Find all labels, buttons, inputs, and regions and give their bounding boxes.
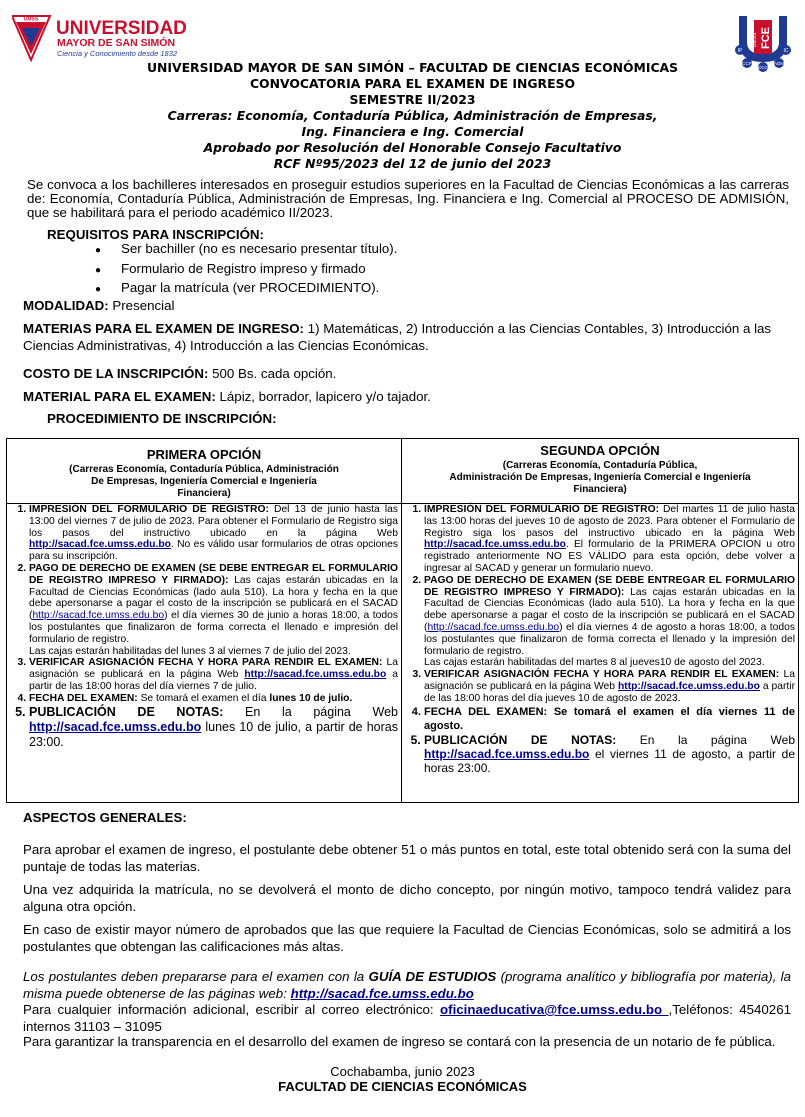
contact-text: ,Teléfonos: 4540261 internos 31103 – 31095 <box>23 1002 791 1034</box>
contact-paragraph <box>23 1001 791 1035</box>
header-careers-cont: Ing. Financiera e Ing. Comercial <box>301 124 524 139</box>
requirement-text: Formulario de Registro impreso y firmado <box>121 260 366 276</box>
sacad-link[interactable]: http://sacad.fce.umss.edu.bo <box>29 539 171 551</box>
option2-step-list <box>405 504 795 775</box>
option2-step-5 <box>424 733 795 775</box>
step-text: lunes 10 de julio, a partir de horas 23:00. <box>29 719 398 749</box>
study-guide-paragraph <box>23 968 791 1002</box>
step-text: Del 13 de junio hasta las 13:00 del viernes 7 de julio de 2023. Para obtener el Formulario de Registro siga los pasos del instructivo ubicado en la página Web <box>29 504 398 539</box>
costo-label: COSTO DE LA INSCRIPCIÓN: <box>23 366 209 381</box>
requirement-item <box>95 240 397 260</box>
contact-text: Para cualquier información adicional, escribir al correo electrónico: <box>23 1002 441 1017</box>
option1-sub3: Financiera) <box>177 488 231 499</box>
step-text: Las cajas estarán habilitadas del martes 8 al jueves10 de agosto del 2023. <box>424 657 765 669</box>
option2-sub2: Administración De Empresas, Ingeniería Comercial e Ingeniería <box>449 472 751 483</box>
option1-title: PRIMERA OPCIÓN <box>146 447 262 462</box>
step-title: PAGO DE DERECHO DE EXAMEN (SE DEBE ENTREGAR EL FORMULARIO DE REGISTRO IMPRESO Y FIRMADO): <box>424 574 795 598</box>
procedure-table <box>6 438 799 803</box>
step-text: Del martes 11 de julio hasta las 13:00 horas del jueves 10 de agosto de 2023. Para obtener el Formulario de Registro siga los pasos del instructivo ubicado en la página Web <box>424 504 795 539</box>
header-semester: SEMESTRE II/2023 <box>349 92 476 107</box>
step-text: Las cajas estarán habilitadas del lunes 3 al viernes 7 de julio del 2023. <box>29 645 351 657</box>
procedure-steps-row <box>7 504 799 803</box>
material-line <box>23 388 803 405</box>
step-text: ) el día viernes 4 de agosto a horas 18:00, a todos los postulantes que finalizaron de forma correcta el llenado y la impresión del formulario de registro. <box>424 621 795 657</box>
guide-link[interactable]: http://sacad.fce.umss.edu.bo <box>290 986 474 1001</box>
option1-step-list <box>10 504 398 750</box>
option2-step-3 <box>424 669 795 704</box>
signature-faculty: FACULTAD DE CIENCIAS ECONÓMICAS <box>278 1079 527 1094</box>
option1-step-4 <box>29 693 398 705</box>
step-title: PAGO DE DERECHO DE EXAMEN (SE DEBE ENTREGAR EL FORMULARIO DE REGISTRO IMPRESO Y FIRMADO): <box>29 562 398 586</box>
sacad-link[interactable]: http://sacad.fce.umss.edu.bo <box>617 680 760 692</box>
logo-fce-text: FCE <box>760 27 772 49</box>
modalidad-label: MODALIDAD: <box>23 298 109 313</box>
step-title: FECHA DEL EXAMEN: <box>424 705 548 718</box>
option2-sub1: (Carreras Economía, Contaduría Pública, <box>502 460 698 471</box>
option2-steps <box>402 504 799 803</box>
material-value: Lápiz, borrador, lapicero y/o tajador. <box>215 389 431 404</box>
step-title: PUBLICACIÓN DE NOTAS: <box>424 732 617 747</box>
option1-sub2: De Empresas, Ingeniería Comercial e Ingeniería <box>91 476 317 487</box>
material-label: MATERIAL PARA EL EXAMEN: <box>23 389 216 404</box>
logo-motto-text: Ciencia y Conocimiento desde 1832 <box>57 49 178 58</box>
document-header <box>90 60 735 172</box>
step-title: IMPRESIÓN DEL FORMULARIO DE REGISTRO: <box>424 504 660 515</box>
materias-value: 1) Matemáticas, 2) Introducción a las Ciencias Contables, 3) Introducción a las Ciencias Administrativas, 4) Introducción a las Ciencias Económicas. <box>23 321 772 353</box>
option1-step-1 <box>29 504 398 563</box>
umss-logo <box>12 14 202 62</box>
requirements-title: REQUISITOS PARA INSCRIPCIÓN: <box>47 227 264 242</box>
city-date: Cochabamba, junio 2023 <box>330 1064 475 1079</box>
procedure-header-row <box>7 439 799 504</box>
modalidad-value: Presencial <box>108 298 175 313</box>
step-text: En la página Web <box>223 704 398 719</box>
option1-steps <box>7 504 402 803</box>
requirement-text: Ser bachiller (no es necesario presentar título). <box>121 241 398 256</box>
logo-name-text: UNIVERSIDAD <box>56 18 187 39</box>
materias-label: MATERIAS PARA EL EXAMEN DE INGRESO: <box>23 321 304 336</box>
costo-line <box>23 365 803 382</box>
general-aspects-title: ASPECTOS GENERALES: <box>23 810 187 825</box>
logo-ip-text: IP <box>737 48 743 54</box>
step-text: . No es válido usar formularios de otras opciones para su inscripción. <box>29 539 398 563</box>
logo-ic-text: IC <box>783 48 789 54</box>
logo-subname-text: MAYOR DE SAN SIMÓN <box>57 37 176 49</box>
step-text: En la página Web <box>616 732 795 747</box>
option2-title: SEGUNDA OPCIÓN <box>540 443 660 458</box>
header-university: UNIVERSIDAD MAYOR DE SAN SIMÓN – FACULTAD DE CIENCIAS ECONÓMICAS <box>146 60 679 75</box>
step-date: lunes 10 de julio. <box>269 692 353 704</box>
sacad-link[interactable]: http://sacad.fce.umss.edu.bo <box>29 719 202 734</box>
step-text: La asignación se publicará en la página Web <box>424 669 795 692</box>
option1-step-3 <box>29 657 398 692</box>
option2-sub3: Financiera) <box>573 484 627 495</box>
logo-umss-text: UMSS <box>23 16 39 23</box>
requirement-item <box>95 279 397 299</box>
aspect-paragraph-2: Una vez adquirida la matrícula, no se devolverá el monto de dicho concepto, por ningún motivo, tampoco tendrá validez para alguna otra opción. <box>23 882 791 914</box>
option1-sub1: (Carreras Economía, Contaduría Pública, Administración <box>69 464 339 475</box>
header-approval: Aprobado por Resolución del Honorable Consejo Facultativo <box>203 140 622 155</box>
step-text: Se tomará el examen el día <box>137 692 270 704</box>
umss-shield-icon <box>12 14 202 62</box>
costo-value: 500 Bs. cada opción. <box>208 366 337 381</box>
sacad-link[interactable]: http://sacad.fce.umss.edu.bo <box>244 669 387 681</box>
step-text: Las cajas estarán ubicadas en la Facultad de Ciencias Económicas (lado aula 510). La hora y fecha en la que debe apersonarse a pagar el costo de la inscripción se publicará en el SACAD ( <box>29 574 398 622</box>
option2-step-4 <box>424 705 795 733</box>
requirement-text: Pagar la matrícula (ver PROCEDIMIENTO). <box>121 280 380 295</box>
guide-bold: GUÍA DE ESTUDIOS <box>368 969 497 984</box>
option2-step-1 <box>424 504 795 575</box>
procedure-title: PROCEDIMIENTO DE INSCRIPCIÓN: <box>47 411 277 426</box>
intro-paragraph: Se convoca a los bachilleres interesados en proseguir estudios superiores en la Facultad de Ciencias Económicas a las carreras de: Economía, Contaduría Pública, Administración de Empresas, Ing. Financiera e Ing. Comercial al PROCESO DE ADMISIÓN, que se habilitará para el periodo académico II/2023. <box>27 177 789 220</box>
sacad-link[interactable]: http://sacad.fce.umss.edu.bo <box>424 746 590 761</box>
step-title: VERIFICAR ASIGNACIÓN FECHA Y HORA PARA RENDIR EL EXAMEN: <box>424 669 780 681</box>
guide-text: Los postulantes deben prepararse para el examen con la <box>23 969 369 984</box>
requirement-item <box>95 260 397 280</box>
header-resolution: RCF Nº95/2023 del 12 de junio del 2023 <box>273 156 552 171</box>
step-text: Se tomará el examen el día viernes 11 de agosto. <box>424 705 795 732</box>
step-title: VERIFICAR ASIGNACIÓN FECHA Y HORA PARA RENDIR EL EXAMEN: <box>29 657 383 669</box>
step-text: el viernes 11 de agosto, a partir de horas 23:00. <box>424 746 795 775</box>
aspect-paragraph-1: Para aprobar el examen de ingreso, el postulante debe obtener 51 o más puntos en total, este total obtenido será con la suma del puntaje de todas las materias. <box>23 842 791 874</box>
header-careers: Carreras: Economía, Contaduría Pública, Administración de Empresas, <box>167 108 658 123</box>
step-text: ) el día viernes 30 de junio a horas 18:00, a todos los postulantes que finalizaron de forma correcta el llenado e impresión del formulario de registro. <box>29 610 398 645</box>
step-text: La asignación se publicará en la página Web <box>29 657 398 681</box>
contact-email-link[interactable]: oficinaeducativa@fce.umss.edu.bo <box>440 1002 669 1017</box>
step-title: IMPRESIÓN DEL FORMULARIO DE REGISTRO: <box>29 504 269 515</box>
fce-emblem-icon <box>733 12 793 72</box>
sacad-link[interactable]: http://sacad.fce.umss.edu.bo <box>32 610 165 622</box>
option2-step-2 <box>424 575 795 669</box>
guide-text: (programa analítico y bibliografía por materia), la misma puede obtenerse de las páginas web: <box>23 969 791 1001</box>
step-title: PUBLICACIÓN DE NOTAS: <box>29 704 224 719</box>
modalidad-line <box>23 297 803 314</box>
requirements-list <box>95 240 397 299</box>
notary-paragraph: Para garantizar la transparencia en el desarrollo del examen de ingreso se contará con la presencia de un notario de fe pública. <box>23 1034 776 1049</box>
fce-logo <box>733 12 793 72</box>
aspect-paragraph-3: En caso de existir mayor número de aprobados que las que requiere la Facultad de Ciencias Económicas, solo se admitirá a los postulantes que obtengan las calificaciones más altas. <box>23 922 791 954</box>
logo-adm-text: ADM <box>774 61 784 66</box>
option2-header <box>402 439 799 504</box>
step-text: . El formulario de la PRIMERA OPCION u otro registrado anteriormente NO ES VÁLIDO para esta opción, debe volver a ingresar al SACAD y generar un formulario nuevo. <box>424 539 795 574</box>
step-text: a partir de las 18:00 horas del día jueves 10 de agosto de 2023. <box>424 680 795 704</box>
sacad-link[interactable]: http://sacad.fce.umss.edu.bo <box>424 539 566 551</box>
step-text: a partir de las 18:00 horas del día viernes 7 de julio. <box>29 669 399 692</box>
materias-line <box>23 320 803 354</box>
logo-right-umss-text: UMSS <box>752 32 758 48</box>
option1-step-5 <box>29 705 398 750</box>
option1-header <box>7 439 402 504</box>
step-text: Las cajas estarán ubicadas en la Facultad de Ciencias Económicas (lado aula 510). La hora y fecha en la que debe apersonarse a pagar el costo de la inscripción se publicará en el SACAD ( <box>424 586 795 633</box>
step-title: FECHA DEL EXAMEN: <box>29 692 138 704</box>
logo-ccp-text: CCP <box>742 61 752 66</box>
logo-eco-text: ECO <box>758 65 768 70</box>
header-convocatoria: CONVOCATORIA PARA EL EXAMEN DE INGRESO <box>249 76 576 91</box>
sacad-link[interactable]: http://sacad.fce.umss.edu.bo <box>427 621 560 633</box>
option1-step-2 <box>29 563 398 657</box>
